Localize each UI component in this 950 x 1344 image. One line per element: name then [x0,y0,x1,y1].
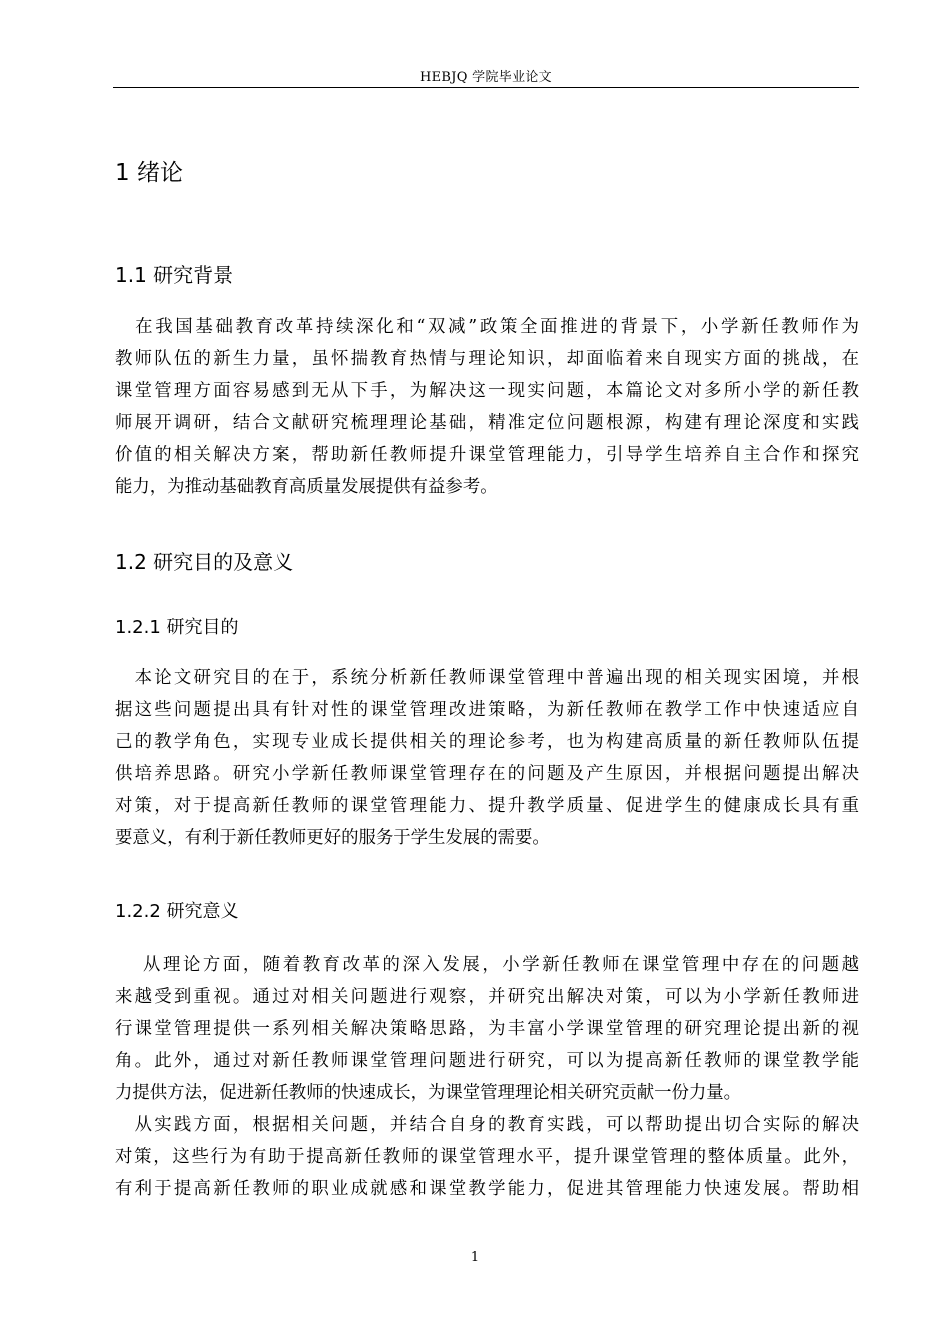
running-header: HEBJQ 学院毕业论文 [420,70,552,85]
paragraph-line: 教师队伍的新生力量，虽怀揣教育热情与理论知识，却面临着来自现实方面的挑战，在 [115,349,859,369]
paragraph-line: 师展开调研，结合文献研究梳理理论基础，精准定位问题根源，构建有理论深度和实践 [115,413,859,433]
section-1-1-heading: 1.1 研究背景 [115,263,234,287]
section-1-2-1-paragraph [115,662,859,854]
paragraph-line: 供培养思路。研究小学新任教师课堂管理存在的问题及产生原因，并根据问题提出解决 [115,764,859,784]
paragraph-line: 能力，为推动基础教育高质量发展提供有益参考。 [115,477,498,497]
paragraph-line: 本论文研究目的在于，系统分析新任教师课堂管理中普遍出现的相关现实困境，并根 [115,668,859,688]
section-1-2-2-heading: 1.2.2 研究意义 [115,901,239,922]
paragraph-line: 角。此外，通过对新任教师课堂管理问题进行研究，可以为提高新任教师的课堂教学能 [115,1051,859,1071]
paragraph-line: 在我国基础教育改革持续深化和“双减”政策全面推进的背景下，小学新任教师作为 [115,317,859,337]
section-1-2-heading: 1.2 研究目的及意义 [115,550,294,574]
paragraph-line: 要意义，有利于新任教师更好的服务于学生发展的需要。 [115,828,550,848]
paragraph-line: 课堂管理方面容易感到无从下手，为解决这一现实问题，本篇论文对多所小学的新任教 [115,381,859,401]
paragraph-line: 来越受到重视。通过对相关问题进行观察，并研究出解决对策，可以为小学新任教师进 [115,987,859,1007]
paragraph-line: 对策，这些行为有助于提高新任教师的课堂管理水平，提升课堂管理的整体质量。此外， [115,1147,859,1167]
header-rule [113,87,859,88]
page-number: 1 [470,1250,480,1265]
paragraph-line: 行课堂管理提供一系列相关解决策略思路，为丰富小学课堂管理的研究理论提出新的视 [115,1019,859,1039]
paragraph-line: 己的教学角色，实现专业成长提供相关的理论参考，也为构建高质量的新任教师队伍提 [115,732,859,752]
paragraph-line: 从理论方面，随着教育改革的深入发展，小学新任教师在课堂管理中存在的问题越 [115,955,859,975]
paragraph-line: 据这些问题提出具有针对性的课堂管理改进策略，为新任教师在教学工作中快速适应自 [115,700,859,720]
section-1-2-2-paragraph-practice [115,1109,859,1205]
paragraph-line: 对策，对于提高新任教师的课堂管理能力、提升教学质量、促进学生的健康成长具有重 [115,796,859,816]
chapter-title: 1 绪论 [115,160,183,186]
paragraph-line: 有利于提高新任教师的职业成就感和课堂教学能力，促进其管理能力快速发展。帮助相 [115,1179,859,1199]
paragraph-line: 从实践方面，根据相关问题，并结合自身的教育实践，可以帮助提出切合实际的解决 [115,1115,859,1135]
paragraph-line: 价值的相关解决方案，帮助新任教师提升课堂管理能力，引导学生培养自主合作和探究 [115,445,859,465]
section-1-2-2-paragraph-theory [115,949,859,1109]
section-1-1-paragraph [115,311,859,503]
section-1-2-1-heading: 1.2.1 研究目的 [115,617,239,638]
paragraph-line: 力提供方法，促进新任教师的快速成长，为课堂管理理论相关研究贡献一份力量。 [115,1083,742,1103]
